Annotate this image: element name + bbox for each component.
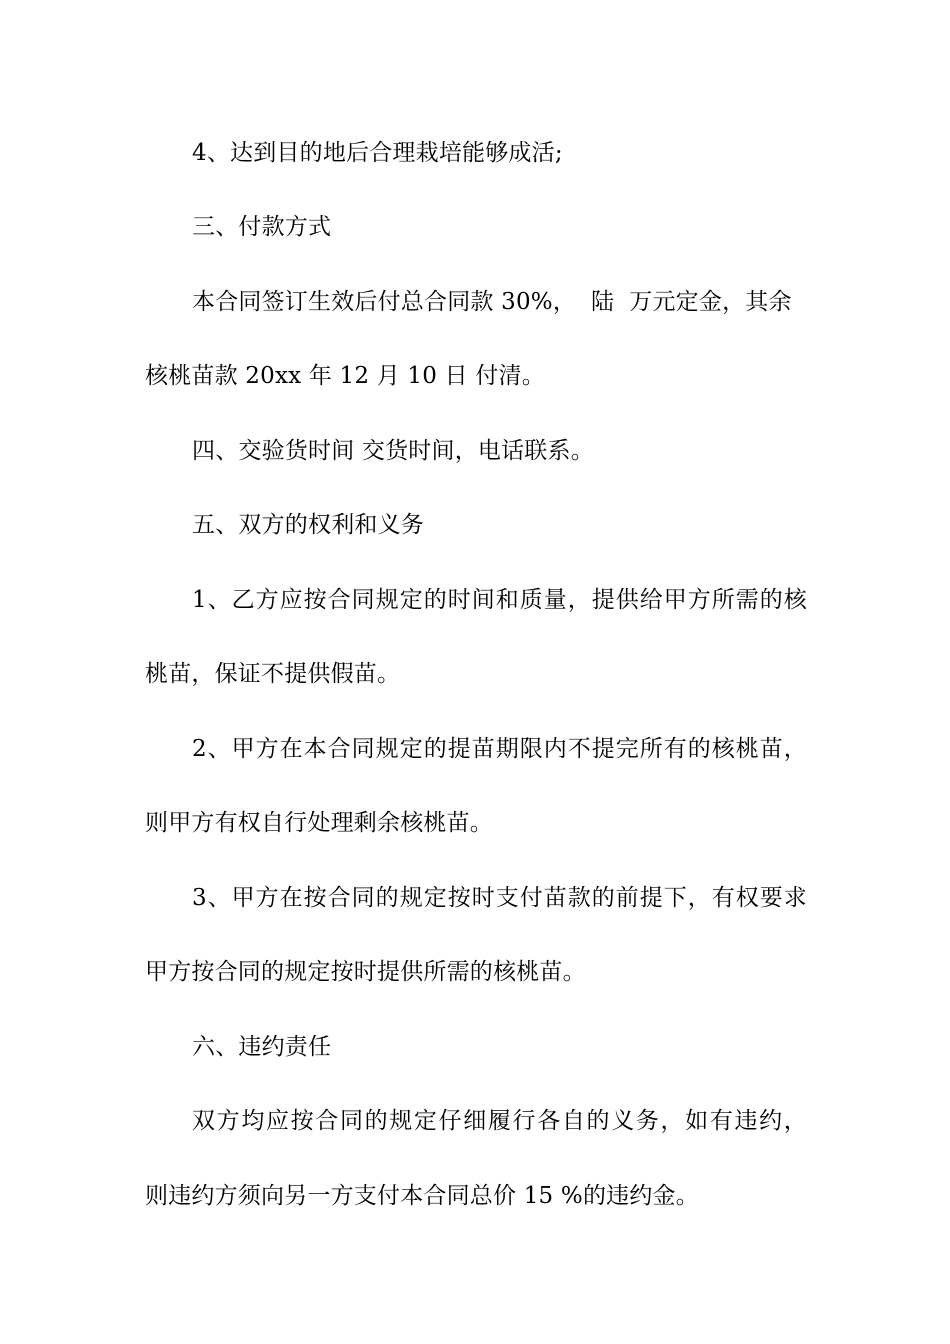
rights-clause-1-line-2: 桃苗，保证不提供假苗。 [145,661,401,687]
rights-clause-2-line-1: 2、甲方在本合同规定的提苗期限内不提完所有的核桃苗， [192,736,807,762]
liability-paragraph-line-1: 双方均应按合同的规定仔细履行各自的义务，如有违约， [192,1108,807,1134]
payment-paragraph-line-1: 本合同签订生效后付总合同款 30%， 陆 万元定金，其余 [192,289,792,315]
clause-4-survival: 4、达到目的地后合理栽培能够成活; [192,140,563,166]
rights-clause-2-line-2: 则甲方有权自行处理剩余核桃苗。 [145,810,493,836]
section-heading-delivery: 四、交验货时间 交货时间，电话联系。 [192,438,594,464]
rights-clause-3-line-1: 3、甲方在按合同的规定按时支付苗款的前提下，有权要求 [192,885,807,911]
liability-paragraph-line-2: 则违约方须向另一方支付本合同总价 15 %的违约金。 [145,1183,699,1209]
rights-clause-1-line-1: 1、乙方应按合同规定的时间和质量，提供给甲方所需的核 [192,587,807,613]
section-heading-payment: 三、付款方式 [192,214,332,240]
payment-paragraph-line-2: 核桃苗款 20xx 年 12 月 10 日 付清。 [145,363,545,389]
section-heading-rights: 五、双方的权利和义务 [192,512,424,538]
rights-clause-3-line-2: 甲方按合同的规定按时提供所需的核桃苗。 [145,959,586,985]
section-heading-liability: 六、违约责任 [192,1034,332,1060]
